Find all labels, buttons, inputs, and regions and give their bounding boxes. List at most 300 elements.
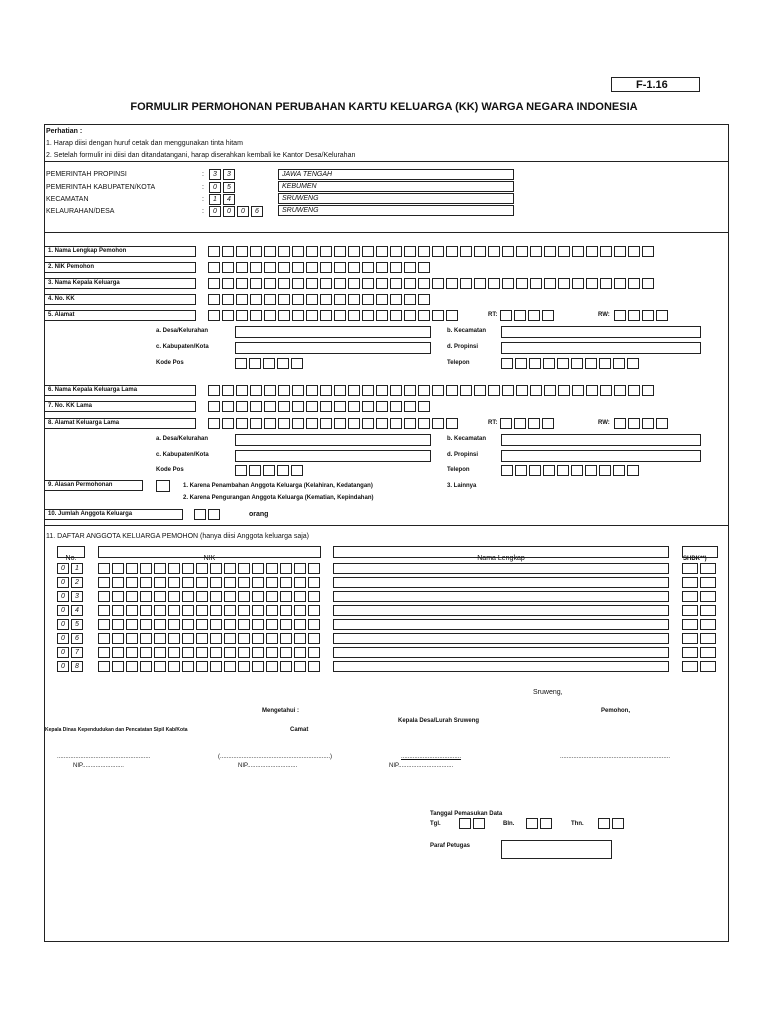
code-cell[interactable]: 3 — [209, 169, 221, 180]
input-cell[interactable] — [418, 262, 430, 273]
kabupaten-input[interactable] — [235, 450, 431, 462]
input-cell[interactable] — [250, 385, 262, 396]
alamat-cells[interactable] — [208, 310, 460, 321]
input-cell[interactable] — [614, 246, 626, 257]
input-cell[interactable] — [656, 310, 668, 321]
input-cell[interactable] — [168, 633, 180, 644]
input-cell[interactable] — [700, 647, 716, 658]
input-cell[interactable] — [446, 278, 458, 289]
input-cell[interactable] — [249, 465, 261, 476]
input-cell[interactable] — [544, 385, 556, 396]
member-shdk-cells[interactable] — [682, 633, 718, 644]
input-cell[interactable] — [291, 358, 303, 369]
input-cell[interactable] — [168, 647, 180, 658]
input-cell[interactable] — [542, 418, 554, 429]
input-cell[interactable] — [250, 294, 262, 305]
input-cell[interactable] — [278, 385, 290, 396]
input-cell[interactable] — [376, 294, 388, 305]
input-cell[interactable] — [252, 577, 264, 588]
input-cell[interactable] — [140, 647, 152, 658]
input-cell[interactable] — [210, 563, 222, 574]
entry-thn-cells[interactable] — [598, 818, 626, 829]
input-cell[interactable] — [418, 418, 430, 429]
input-cell[interactable] — [320, 246, 332, 257]
input-cell[interactable] — [208, 278, 220, 289]
member-nama-input[interactable] — [333, 661, 669, 672]
input-cell[interactable] — [252, 605, 264, 616]
nama-pemohon-cells[interactable] — [208, 246, 656, 257]
input-cell[interactable] — [308, 633, 320, 644]
input-cell[interactable] — [474, 278, 486, 289]
input-cell[interactable] — [210, 661, 222, 672]
input-cell[interactable] — [558, 385, 570, 396]
input-cell[interactable] — [224, 577, 236, 588]
input-cell[interactable] — [306, 385, 318, 396]
input-cell[interactable] — [404, 310, 416, 321]
input-cell[interactable] — [600, 385, 612, 396]
input-cell[interactable] — [224, 619, 236, 630]
input-cell[interactable] — [700, 633, 716, 644]
input-cell[interactable] — [348, 385, 360, 396]
input-cell[interactable] — [238, 661, 250, 672]
input-cell[interactable] — [235, 465, 247, 476]
input-cell[interactable] — [236, 310, 248, 321]
input-cell[interactable] — [557, 358, 569, 369]
telepon-cells[interactable] — [501, 465, 641, 476]
input-cell[interactable] — [236, 401, 248, 412]
input-cell[interactable] — [224, 647, 236, 658]
input-cell[interactable] — [154, 661, 166, 672]
input-cell[interactable] — [98, 563, 110, 574]
input-cell[interactable] — [320, 310, 332, 321]
telepon-cells[interactable] — [501, 358, 641, 369]
nama-kepala-cells[interactable] — [208, 278, 656, 289]
input-cell[interactable] — [627, 465, 639, 476]
input-cell[interactable] — [263, 358, 275, 369]
input-cell[interactable] — [238, 577, 250, 588]
input-cell[interactable] — [292, 310, 304, 321]
input-cell[interactable] — [682, 577, 698, 588]
input-cell[interactable] — [404, 246, 416, 257]
input-cell[interactable] — [112, 591, 124, 602]
input-cell[interactable] — [362, 310, 374, 321]
input-cell[interactable] — [182, 605, 194, 616]
member-nama-input[interactable] — [333, 563, 669, 574]
input-cell[interactable] — [140, 591, 152, 602]
input-cell[interactable] — [446, 246, 458, 257]
member-shdk-cells[interactable] — [682, 661, 718, 672]
input-cell[interactable] — [263, 465, 275, 476]
input-cell[interactable] — [544, 246, 556, 257]
input-cell[interactable] — [280, 661, 292, 672]
input-cell[interactable] — [682, 647, 698, 658]
input-cell[interactable] — [222, 294, 234, 305]
input-cell[interactable] — [196, 619, 208, 630]
input-cell[interactable] — [308, 605, 320, 616]
input-cell[interactable] — [154, 647, 166, 658]
input-cell[interactable] — [210, 633, 222, 644]
input-cell[interactable] — [586, 278, 598, 289]
input-cell[interactable] — [516, 278, 528, 289]
input-cell[interactable] — [278, 294, 290, 305]
input-cell[interactable] — [154, 563, 166, 574]
input-cell[interactable] — [278, 246, 290, 257]
member-nama-input[interactable] — [333, 605, 669, 616]
input-cell[interactable] — [264, 262, 276, 273]
entry-tgl-cells[interactable] — [459, 818, 487, 829]
input-cell[interactable] — [642, 418, 654, 429]
input-cell[interactable] — [168, 605, 180, 616]
code-cell[interactable]: 0 — [209, 206, 221, 217]
member-nik-cells[interactable] — [98, 577, 322, 588]
member-nik-cells[interactable] — [98, 563, 322, 574]
input-cell[interactable] — [306, 294, 318, 305]
input-cell[interactable] — [348, 418, 360, 429]
input-cell[interactable] — [222, 262, 234, 273]
input-cell[interactable] — [210, 605, 222, 616]
jumlah-cells[interactable] — [194, 509, 222, 520]
input-cell[interactable] — [294, 661, 306, 672]
input-cell[interactable] — [628, 385, 640, 396]
input-cell[interactable] — [404, 262, 416, 273]
input-cell[interactable] — [404, 418, 416, 429]
member-nama-input[interactable] — [333, 647, 669, 658]
input-cell[interactable] — [474, 246, 486, 257]
input-cell[interactable] — [376, 262, 388, 273]
input-cell[interactable] — [278, 418, 290, 429]
code-cell[interactable]: 3 — [223, 169, 235, 180]
member-nik-cells[interactable] — [98, 619, 322, 630]
input-cell[interactable] — [278, 401, 290, 412]
input-cell[interactable] — [418, 246, 430, 257]
input-cell[interactable] — [264, 278, 276, 289]
input-cell[interactable] — [500, 310, 512, 321]
input-cell[interactable] — [250, 262, 262, 273]
input-cell[interactable] — [362, 246, 374, 257]
input-cell[interactable] — [208, 294, 220, 305]
input-cell[interactable] — [543, 358, 555, 369]
input-cell[interactable] — [208, 246, 220, 257]
desa-input[interactable] — [235, 434, 431, 446]
kodepos-cells[interactable] — [235, 465, 305, 476]
input-cell[interactable] — [460, 278, 472, 289]
input-cell[interactable] — [112, 605, 124, 616]
input-cell[interactable] — [182, 563, 194, 574]
input-cell[interactable] — [224, 563, 236, 574]
input-cell[interactable] — [98, 633, 110, 644]
region-name-propinsi[interactable]: JAWA TENGAH — [278, 169, 514, 180]
input-cell[interactable] — [390, 262, 402, 273]
input-cell[interactable] — [250, 278, 262, 289]
input-cell[interactable] — [222, 278, 234, 289]
input-cell[interactable] — [194, 509, 206, 520]
input-cell[interactable] — [112, 563, 124, 574]
input-cell[interactable] — [154, 619, 166, 630]
input-cell[interactable] — [168, 577, 180, 588]
input-cell[interactable] — [266, 577, 278, 588]
kabupaten-input[interactable] — [235, 342, 431, 354]
input-cell[interactable] — [210, 591, 222, 602]
input-cell[interactable] — [252, 633, 264, 644]
input-cell[interactable] — [432, 310, 444, 321]
input-cell[interactable] — [502, 246, 514, 257]
input-cell[interactable] — [390, 278, 402, 289]
input-cell[interactable] — [264, 294, 276, 305]
region-name-kabupaten[interactable]: KEBUMEN — [278, 181, 514, 192]
input-cell[interactable] — [404, 294, 416, 305]
input-cell[interactable] — [488, 246, 500, 257]
input-cell[interactable] — [292, 262, 304, 273]
input-cell[interactable] — [473, 818, 485, 829]
input-cell[interactable] — [306, 418, 318, 429]
input-cell[interactable] — [280, 563, 292, 574]
code-cell[interactable]: 5 — [223, 182, 235, 193]
input-cell[interactable] — [586, 246, 598, 257]
rt-cells[interactable] — [500, 418, 556, 429]
input-cell[interactable] — [418, 401, 430, 412]
input-cell[interactable] — [278, 310, 290, 321]
input-cell[interactable] — [98, 591, 110, 602]
input-cell[interactable] — [628, 418, 640, 429]
input-cell[interactable] — [627, 358, 639, 369]
rw-cells[interactable] — [614, 418, 670, 429]
input-cell[interactable] — [390, 294, 402, 305]
input-cell[interactable] — [320, 418, 332, 429]
input-cell[interactable] — [642, 246, 654, 257]
input-cell[interactable] — [266, 633, 278, 644]
input-cell[interactable] — [362, 278, 374, 289]
input-cell[interactable] — [628, 310, 640, 321]
input-cell[interactable] — [306, 246, 318, 257]
member-nik-cells[interactable] — [98, 633, 322, 644]
input-cell[interactable] — [168, 619, 180, 630]
input-cell[interactable] — [614, 418, 626, 429]
input-cell[interactable] — [306, 262, 318, 273]
input-cell[interactable] — [682, 619, 698, 630]
input-cell[interactable] — [196, 577, 208, 588]
input-cell[interactable] — [208, 401, 220, 412]
input-cell[interactable] — [182, 647, 194, 658]
input-cell[interactable] — [277, 358, 289, 369]
input-cell[interactable] — [544, 278, 556, 289]
input-cell[interactable] — [208, 509, 220, 520]
input-cell[interactable] — [656, 418, 668, 429]
input-cell[interactable] — [502, 278, 514, 289]
input-cell[interactable] — [404, 278, 416, 289]
input-cell[interactable] — [182, 633, 194, 644]
input-cell[interactable] — [308, 591, 320, 602]
input-cell[interactable] — [196, 633, 208, 644]
input-cell[interactable] — [586, 385, 598, 396]
input-cell[interactable] — [390, 385, 402, 396]
input-cell[interactable] — [238, 619, 250, 630]
input-cell[interactable] — [540, 818, 552, 829]
input-cell[interactable] — [210, 619, 222, 630]
input-cell[interactable] — [376, 278, 388, 289]
member-shdk-cells[interactable] — [682, 647, 718, 658]
input-cell[interactable] — [598, 818, 610, 829]
input-cell[interactable] — [334, 401, 346, 412]
member-shdk-cells[interactable] — [682, 563, 718, 574]
input-cell[interactable] — [528, 310, 540, 321]
input-cell[interactable] — [516, 246, 528, 257]
input-cell[interactable] — [252, 619, 264, 630]
input-cell[interactable] — [613, 358, 625, 369]
input-cell[interactable] — [98, 605, 110, 616]
input-cell[interactable] — [182, 577, 194, 588]
input-cell[interactable] — [168, 661, 180, 672]
input-cell[interactable] — [280, 633, 292, 644]
input-cell[interactable] — [238, 647, 250, 658]
input-cell[interactable] — [700, 619, 716, 630]
input-cell[interactable] — [642, 310, 654, 321]
input-cell[interactable] — [292, 278, 304, 289]
input-cell[interactable] — [599, 358, 611, 369]
input-cell[interactable] — [126, 591, 138, 602]
input-cell[interactable] — [196, 591, 208, 602]
input-cell[interactable] — [154, 591, 166, 602]
input-cell[interactable] — [308, 661, 320, 672]
member-nik-cells[interactable] — [98, 605, 322, 616]
input-cell[interactable] — [236, 418, 248, 429]
input-cell[interactable] — [571, 358, 583, 369]
input-cell[interactable] — [210, 577, 222, 588]
input-cell[interactable] — [572, 385, 584, 396]
input-cell[interactable] — [292, 418, 304, 429]
input-cell[interactable] — [280, 619, 292, 630]
input-cell[interactable] — [530, 278, 542, 289]
input-cell[interactable] — [571, 465, 583, 476]
input-cell[interactable] — [266, 661, 278, 672]
input-cell[interactable] — [348, 278, 360, 289]
input-cell[interactable] — [294, 577, 306, 588]
member-nama-input[interactable] — [333, 591, 669, 602]
input-cell[interactable] — [500, 418, 512, 429]
input-cell[interactable] — [390, 246, 402, 257]
input-cell[interactable] — [126, 577, 138, 588]
input-cell[interactable] — [362, 294, 374, 305]
input-cell[interactable] — [432, 246, 444, 257]
input-cell[interactable] — [238, 563, 250, 574]
entry-bln-cells[interactable] — [526, 818, 554, 829]
input-cell[interactable] — [126, 563, 138, 574]
input-cell[interactable] — [585, 465, 597, 476]
input-cell[interactable] — [182, 591, 194, 602]
input-cell[interactable] — [376, 401, 388, 412]
member-shdk-cells[interactable] — [682, 619, 718, 630]
input-cell[interactable] — [252, 647, 264, 658]
code-cell[interactable]: 1 — [209, 194, 221, 205]
member-nik-cells[interactable] — [98, 647, 322, 658]
input-cell[interactable] — [334, 310, 346, 321]
input-cell[interactable] — [182, 619, 194, 630]
input-cell[interactable] — [196, 563, 208, 574]
input-cell[interactable] — [238, 633, 250, 644]
input-cell[interactable] — [98, 619, 110, 630]
input-cell[interactable] — [460, 385, 472, 396]
rw-cells[interactable] — [614, 310, 670, 321]
input-cell[interactable] — [252, 591, 264, 602]
input-cell[interactable] — [529, 465, 541, 476]
input-cell[interactable] — [418, 294, 430, 305]
input-cell[interactable] — [362, 418, 374, 429]
input-cell[interactable] — [614, 385, 626, 396]
member-shdk-cells[interactable] — [682, 605, 718, 616]
input-cell[interactable] — [348, 310, 360, 321]
input-cell[interactable] — [236, 294, 248, 305]
input-cell[interactable] — [348, 401, 360, 412]
input-cell[interactable] — [98, 647, 110, 658]
input-cell[interactable] — [376, 385, 388, 396]
input-cell[interactable] — [222, 401, 234, 412]
input-cell[interactable] — [266, 591, 278, 602]
input-cell[interactable] — [140, 633, 152, 644]
input-cell[interactable] — [250, 310, 262, 321]
member-nama-input[interactable] — [333, 619, 669, 630]
input-cell[interactable] — [614, 278, 626, 289]
alasan-checkbox[interactable] — [156, 480, 170, 492]
input-cell[interactable] — [682, 661, 698, 672]
input-cell[interactable] — [126, 619, 138, 630]
input-cell[interactable] — [126, 633, 138, 644]
input-cell[interactable] — [168, 563, 180, 574]
input-cell[interactable] — [278, 262, 290, 273]
input-cell[interactable] — [278, 278, 290, 289]
input-cell[interactable] — [306, 278, 318, 289]
input-cell[interactable] — [446, 385, 458, 396]
input-cell[interactable] — [600, 278, 612, 289]
input-cell[interactable] — [140, 563, 152, 574]
input-cell[interactable] — [126, 661, 138, 672]
input-cell[interactable] — [222, 385, 234, 396]
input-cell[interactable] — [460, 246, 472, 257]
nama-kepala-lama-cells[interactable] — [208, 385, 656, 396]
alamat-lama-cells[interactable] — [208, 418, 460, 429]
input-cell[interactable] — [250, 418, 262, 429]
input-cell[interactable] — [614, 310, 626, 321]
input-cell[interactable] — [628, 246, 640, 257]
input-cell[interactable] — [208, 262, 220, 273]
input-cell[interactable] — [612, 818, 624, 829]
input-cell[interactable] — [252, 563, 264, 574]
input-cell[interactable] — [334, 294, 346, 305]
input-cell[interactable] — [390, 310, 402, 321]
input-cell[interactable] — [501, 465, 513, 476]
input-cell[interactable] — [432, 385, 444, 396]
input-cell[interactable] — [320, 401, 332, 412]
input-cell[interactable] — [224, 591, 236, 602]
input-cell[interactable] — [126, 605, 138, 616]
input-cell[interactable] — [292, 401, 304, 412]
propinsi-input[interactable] — [501, 342, 701, 354]
input-cell[interactable] — [334, 262, 346, 273]
input-cell[interactable] — [446, 310, 458, 321]
input-cell[interactable] — [208, 310, 220, 321]
input-cell[interactable] — [320, 385, 332, 396]
input-cell[interactable] — [362, 385, 374, 396]
input-cell[interactable] — [264, 385, 276, 396]
input-cell[interactable] — [348, 262, 360, 273]
input-cell[interactable] — [628, 278, 640, 289]
input-cell[interactable] — [600, 246, 612, 257]
input-cell[interactable] — [446, 418, 458, 429]
input-cell[interactable] — [168, 591, 180, 602]
input-cell[interactable] — [432, 278, 444, 289]
input-cell[interactable] — [558, 246, 570, 257]
input-cell[interactable] — [280, 577, 292, 588]
input-cell[interactable] — [196, 647, 208, 658]
input-cell[interactable] — [418, 385, 430, 396]
